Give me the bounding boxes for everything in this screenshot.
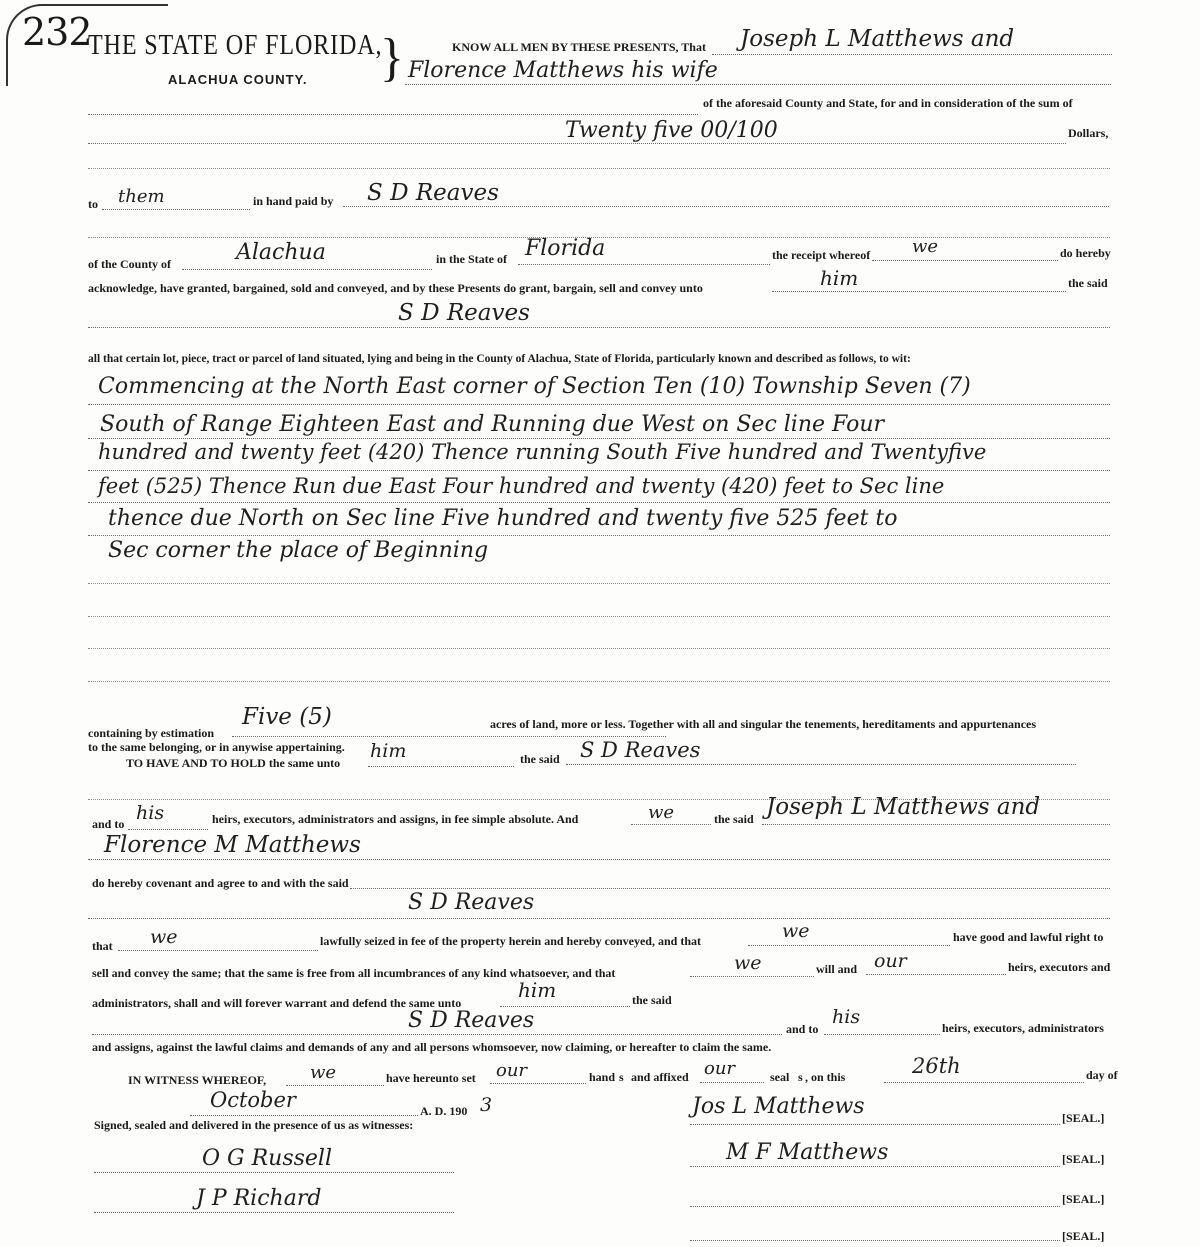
witness-2-signature: J P Richard	[196, 1186, 322, 1211]
heirs-exec-admin-text: heirs, executors, administrators	[942, 1021, 1104, 1035]
that-2-underline	[748, 945, 950, 946]
dollars-text: Dollars,	[1068, 126, 1109, 140]
state-underline	[518, 264, 770, 265]
hold-unto-underline	[368, 766, 514, 767]
grantor-1-signature: Jos L Matthews	[692, 1094, 865, 1119]
blank-rule	[88, 648, 1110, 649]
ad-text: A. D. 190	[420, 1104, 468, 1118]
receipt-handwritten: we	[912, 236, 939, 257]
set-our-underline	[490, 1083, 586, 1084]
covenant-2-underline	[88, 918, 1110, 919]
seal-3-underline	[690, 1206, 1060, 1207]
do-hereby-text: do hereby	[1060, 246, 1111, 260]
the-said-3: the said	[714, 812, 754, 826]
blank-rule	[88, 583, 1110, 584]
blank-rule	[88, 616, 1110, 617]
grantors-2-handwritten: Florence Matthews his wife	[408, 58, 718, 83]
description-line: hundred and twenty feet (420) Thence running South Five hundred and Twentyfive	[98, 440, 987, 464]
heirs-text: heirs, executors, administrators and assigns, in fee simple absolute. And	[212, 812, 579, 826]
witness-1-underline	[94, 1172, 454, 1173]
description-underline	[88, 404, 1110, 405]
said-names-2-handwritten: Florence M Matthews	[104, 832, 361, 858]
seal-label: [SEAL.]	[1062, 1152, 1105, 1166]
witness-we-handwritten: we	[310, 1062, 337, 1083]
seal-4-underline	[690, 1240, 1060, 1241]
grantee-underline	[88, 327, 1110, 328]
containing-label: containing by estimation	[88, 726, 215, 740]
description-line: thence due North on Sec line Five hundred and twenty five 525 feet to	[108, 506, 898, 531]
grantors-underline	[712, 54, 1112, 55]
aforesaid-text: of the aforesaid County and State, for and in consideration of the sum of	[703, 96, 1073, 110]
lawfully-seized-text: lawfully seized in fee of the property herein and hereby conveyed, and that	[320, 934, 701, 948]
we-the-said-underline	[631, 824, 711, 825]
said-names-handwritten: Joseph L Matthews and	[766, 794, 1041, 820]
description-underline	[88, 535, 1110, 536]
witness-2-underline	[94, 1212, 454, 1213]
that-label: that	[92, 939, 113, 953]
and-to-label: and to	[92, 817, 125, 831]
county-of-label: of the County of	[88, 257, 171, 271]
same-unto-label: the same unto	[268, 756, 341, 770]
paid-by-handwritten: S D Reaves	[367, 180, 499, 206]
and-assigns-text: and assigns, against the lawful claims and demands of any and all persons whomsoever, now claiming, or hereafter to claim the same.	[92, 1040, 772, 1054]
and-to-name-underline	[92, 1034, 782, 1035]
seal-label: [SEAL.]	[1062, 1229, 1105, 1243]
description-line: Sec corner the place of Beginning	[108, 538, 489, 563]
we-the-said-handwritten: we	[648, 802, 675, 823]
description-line: feet (525) Thence Run due East Four hundred and twenty (420) feet to Sec line	[98, 474, 945, 498]
that-2-handwritten: we	[782, 920, 810, 942]
acres-underline	[232, 736, 666, 737]
hold-said-underline	[566, 764, 1076, 765]
affixed-our-underline	[700, 1082, 764, 1083]
affixed-our-handwritten: our	[704, 1058, 736, 1079]
have-good-text: have good and lawful right to	[953, 930, 1104, 944]
month-underline	[190, 1115, 418, 1116]
blank-rule	[88, 168, 1110, 169]
sum-underline	[88, 143, 1066, 144]
witness-1-signature: O G Russell	[202, 1146, 333, 1171]
witness-we-underline	[286, 1085, 384, 1086]
to-have-label: TO HAVE AND TO HOLD	[126, 756, 266, 770]
seal-2-underline	[690, 1166, 1060, 1167]
grantors-handwritten: Joseph L Matthews and	[740, 26, 1015, 52]
county-handwritten: Alachua	[236, 240, 326, 265]
brace-glyph: }	[380, 27, 404, 87]
paid-by-underline	[343, 206, 1109, 207]
hand-s-text: s	[619, 1070, 624, 1084]
day-of-text: day of	[1086, 1068, 1118, 1082]
county-heading: ALACHUA COUNTY.	[168, 72, 308, 87]
said-names-2-underline	[88, 859, 1110, 860]
seal-text: seal	[770, 1070, 790, 1084]
receipt-whereof-label: the receipt whereof	[772, 248, 871, 262]
in-hand-paid-label: in hand paid by	[253, 194, 334, 208]
description-underline	[88, 470, 1110, 471]
grantor-2-signature: M F Matthews	[726, 1140, 889, 1165]
hold-unto-handwritten: him	[370, 740, 407, 762]
day-handwritten: 26th	[912, 1054, 961, 1078]
covenant-text: do hereby covenant and agree to and with the said	[92, 876, 349, 890]
will-and-text: will and	[816, 962, 858, 976]
on-this-text: , on this	[805, 1070, 846, 1084]
acres-text: acres of land, more or less. Together with all and singular the tenements, hereditaments and appurtenances	[490, 717, 1037, 731]
state-heading: THE STATE OF FLORIDA,	[88, 30, 383, 61]
warrant-unto-underline	[500, 1006, 630, 1007]
the-said-text: the said	[1068, 276, 1108, 290]
convey-unto-underline	[772, 291, 1066, 292]
that-1-underline	[118, 950, 318, 951]
sum-handwritten: Twenty five 00/100	[565, 118, 778, 143]
to-underline	[102, 209, 250, 210]
to-label: to	[88, 197, 98, 211]
and-to-2-label: and to	[786, 1022, 819, 1036]
county-underline	[182, 269, 432, 270]
description-underline	[88, 438, 1110, 439]
to-handwritten: them	[118, 186, 165, 207]
administrators-text: administrators, shall and will forever warrant and defend the same unto	[92, 996, 462, 1010]
in-witness-label: IN WITNESS WHEREOF,	[128, 1073, 267, 1087]
heirs-exec-and-text: heirs, executors and	[1008, 960, 1111, 974]
and-affixed-text: and affixed	[631, 1070, 689, 1084]
blank-rule	[88, 681, 1110, 682]
grantors-2-underline	[405, 84, 1111, 85]
the-said-2: the said	[520, 752, 560, 766]
know-all-men: KNOW ALL MEN BY THESE PRESENTS, That	[452, 40, 706, 54]
hand-text: hand	[589, 1070, 616, 1084]
state-of-label: in the State of	[436, 252, 507, 266]
sell-convey-text: sell and convey the same; that the same is free from all incumbrances of any kind whatsoever, and that	[92, 966, 616, 980]
and-to-his-underline	[824, 1034, 940, 1035]
seal-label: [SEAL.]	[1062, 1192, 1105, 1206]
same-belonging-text: to the same belonging, or in anywise appertaining.	[88, 740, 345, 754]
that-3-underline	[690, 976, 814, 977]
set-our-handwritten: our	[496, 1060, 528, 1081]
the-said-4: the said	[632, 993, 672, 1007]
and-to-name-handwritten: S D Reaves	[408, 1008, 535, 1033]
year-digit-handwritten: 3	[480, 1094, 493, 1116]
that-3-handwritten: we	[734, 952, 762, 974]
description-underline	[88, 502, 1110, 503]
acres-handwritten: Five (5)	[242, 704, 332, 730]
to-have-line	[126, 756, 340, 771]
said-names-underline	[762, 824, 1110, 825]
acknowledge-text: acknowledge, have granted, bargained, sold and conveyed, and by these Presents do grant, bargain, sell and convey unto	[88, 281, 703, 295]
covenant-underline	[350, 888, 1110, 889]
signed-sealed-text: Signed, sealed and delivered in the presence of us as witnesses:	[94, 1118, 414, 1132]
seal-s-text: s	[798, 1070, 803, 1084]
state-handwritten: Florida	[525, 236, 606, 261]
heirs-of-underline	[128, 829, 208, 830]
warrant-unto-handwritten: him	[518, 978, 557, 1002]
will-and-handwritten: our	[874, 950, 907, 972]
seal-label: [SEAL.]	[1062, 1111, 1105, 1125]
seal-1-underline	[690, 1124, 1060, 1125]
month-handwritten: October	[210, 1088, 296, 1112]
all-that-text: all that certain lot, piece, tract or parcel of land situated, lying and being in the County of Alachua, State of Florida, particularly known and described as follows, to wit:	[88, 353, 911, 365]
receipt-underline	[872, 260, 1058, 261]
aforesaid-underline	[88, 114, 698, 115]
and-to-his-handwritten: his	[832, 1006, 861, 1028]
description-line: Commencing at the North East corner of Section Ten (10) Township Seven (7)	[98, 374, 971, 399]
hold-said-handwritten: S D Reaves	[580, 738, 701, 762]
that-1-handwritten: we	[150, 926, 178, 948]
heirs-of-handwritten: his	[136, 802, 165, 824]
description-line: South of Range Eighteen East and Running due West on Sec line Four	[100, 412, 885, 437]
covenant-with-handwritten: S D Reaves	[408, 890, 535, 915]
will-and-underline	[866, 974, 1006, 975]
convey-unto-handwritten: him	[820, 266, 859, 290]
day-underline	[884, 1082, 1084, 1083]
page-number: 232	[22, 10, 92, 54]
grantee-handwritten: S D Reaves	[398, 300, 530, 326]
have-hereunto-text: have hereunto set	[386, 1071, 476, 1085]
